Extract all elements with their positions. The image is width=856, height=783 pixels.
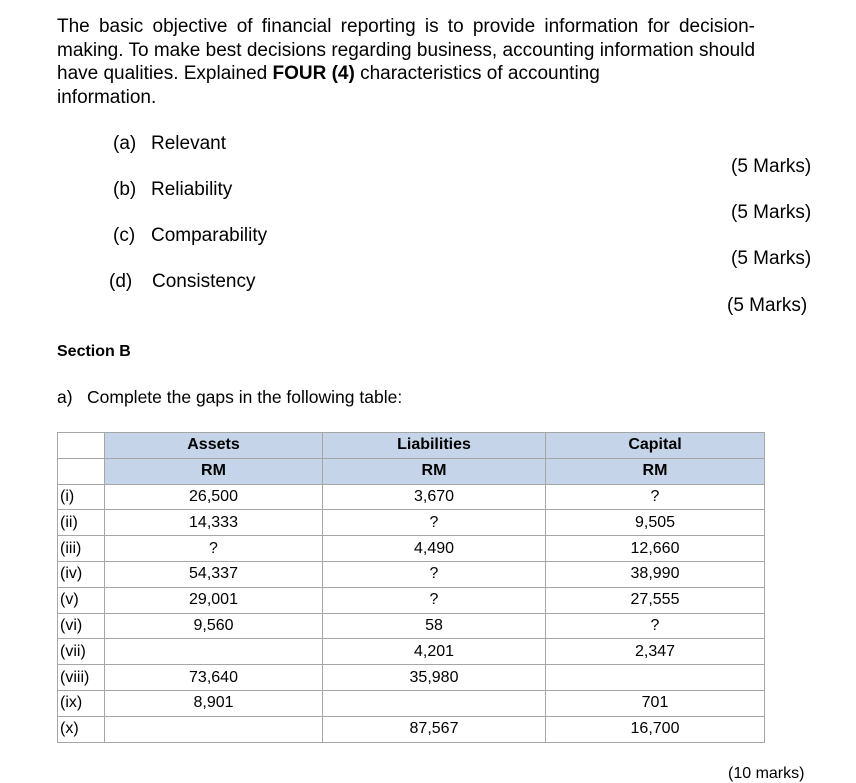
table-row <box>58 536 765 562</box>
intro-bold-count: FOUR (4) <box>272 63 355 84</box>
cell-capital: 12,660 <box>546 536 765 562</box>
table-row <box>58 716 765 742</box>
cell-liabilities: 4,201 <box>323 639 546 665</box>
cell-assets: 73,640 <box>105 665 323 691</box>
cell-assets: 29,001 <box>105 587 323 613</box>
cell-assets: 26,500 <box>105 484 323 510</box>
table-row <box>58 690 765 716</box>
cell-capital: 16,700 <box>546 716 765 742</box>
cell-assets: ? <box>105 536 323 562</box>
row-label: (iii) <box>58 536 105 562</box>
cell-assets <box>105 716 323 742</box>
gaps-table <box>57 432 765 743</box>
cell-capital: ? <box>546 613 765 639</box>
part-label: Relevant <box>151 133 226 154</box>
table-row <box>58 613 765 639</box>
cell-capital: 701 <box>546 690 765 716</box>
part-letter: (b) <box>113 179 137 200</box>
cell-liabilities: 4,490 <box>323 536 546 562</box>
unit-row <box>58 458 765 484</box>
part-label: Consistency <box>152 271 256 292</box>
cell-assets: 9,560 <box>105 613 323 639</box>
cell-capital: 27,555 <box>546 587 765 613</box>
marks-c: (5 Marks) <box>731 248 812 269</box>
cell-capital: 2,347 <box>546 639 765 665</box>
header-assets: Assets <box>105 433 323 459</box>
cell-liabilities: ? <box>323 587 546 613</box>
cell-liabilities <box>323 690 546 716</box>
row-label: (v) <box>58 587 105 613</box>
instruction-text: Complete the gaps in the following table: <box>87 387 403 407</box>
part-a <box>113 132 226 155</box>
instruction <box>57 387 402 408</box>
cell-capital: ? <box>546 484 765 510</box>
unit-liabilities: RM <box>323 458 546 484</box>
row-label: (ii) <box>58 510 105 536</box>
part-letter: (a) <box>113 133 137 154</box>
unit-corner <box>58 458 105 484</box>
row-label: (x) <box>58 716 105 742</box>
header-corner <box>58 433 105 459</box>
header-row <box>58 433 765 459</box>
row-label: (iv) <box>58 561 105 587</box>
part-letter: (c) <box>113 225 136 246</box>
row-label: (viii) <box>58 665 105 691</box>
cell-liabilities: 3,670 <box>323 484 546 510</box>
cell-liabilities: ? <box>323 561 546 587</box>
cell-assets: 54,337 <box>105 561 323 587</box>
part-c <box>113 224 267 247</box>
unit-assets: RM <box>105 458 323 484</box>
cell-assets: 8,901 <box>105 690 323 716</box>
intro-line-2: making. To make best decisions regarding business, accounting information <box>57 39 694 61</box>
table-row <box>58 484 765 510</box>
part-label: Comparability <box>151 225 268 246</box>
table-row <box>58 587 765 613</box>
table-row <box>58 561 765 587</box>
marks-d: (5 Marks) <box>727 295 808 316</box>
section-title: Section B <box>57 343 131 360</box>
cell-liabilities: 35,980 <box>323 665 546 691</box>
part-letter: (d) <box>109 271 133 292</box>
question-intro <box>57 15 755 109</box>
part-b <box>113 178 232 201</box>
cell-liabilities: 58 <box>323 613 546 639</box>
intro-line-3-end: characteristics of accounting <box>360 63 600 84</box>
intro-line-1: The basic objective of financial reporting is to provide information for decision- <box>57 16 755 37</box>
cell-assets <box>105 639 323 665</box>
header-liabilities: Liabilities <box>323 433 546 459</box>
table-row <box>58 665 765 691</box>
row-label: (vii) <box>58 639 105 665</box>
cell-capital: 9,505 <box>546 510 765 536</box>
intro-line-4: information. <box>57 86 157 108</box>
cell-liabilities: 87,567 <box>323 716 546 742</box>
intro-line-3: should have qualities. Explained <box>57 39 756 84</box>
cell-capital <box>546 665 765 691</box>
row-label: (vi) <box>58 613 105 639</box>
row-label: (i) <box>58 484 105 510</box>
marks-a: (5 Marks) <box>731 156 812 177</box>
part-label: Reliability <box>151 179 233 200</box>
table-row <box>58 639 765 665</box>
marks-b: (5 Marks) <box>731 202 812 223</box>
total-marks: (10 marks) <box>728 765 805 782</box>
header-capital: Capital <box>546 433 765 459</box>
cell-assets: 14,333 <box>105 510 323 536</box>
part-d <box>109 270 256 293</box>
instruction-label: a) <box>57 387 73 407</box>
row-label: (ix) <box>58 690 105 716</box>
unit-capital: RM <box>546 458 765 484</box>
table-row <box>58 510 765 536</box>
cell-capital: 38,990 <box>546 561 765 587</box>
cell-liabilities: ? <box>323 510 546 536</box>
